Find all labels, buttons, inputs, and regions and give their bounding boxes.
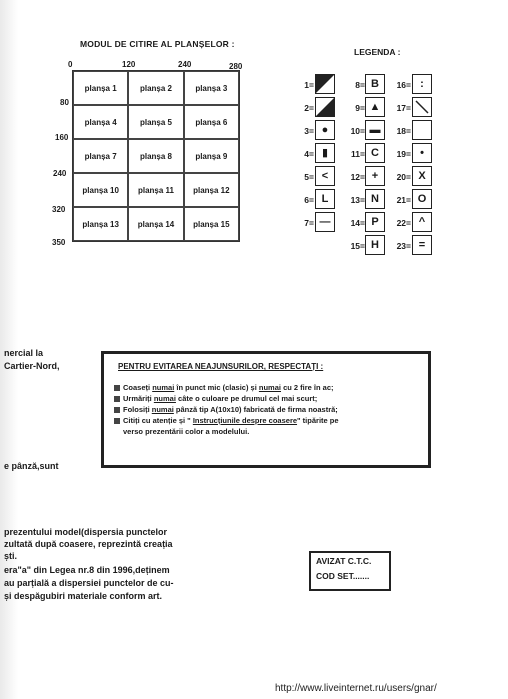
plate-cell: planșa 14	[128, 207, 183, 241]
plate-cell: planșa 13	[73, 207, 128, 241]
diagonal-line-icon	[412, 97, 432, 117]
legend-number: 2=	[304, 103, 314, 113]
legend-number: 22=	[396, 218, 411, 228]
thick-dash-icon: ▬	[365, 120, 385, 140]
text-fragment: prezentului model(dispersia punctelor	[4, 527, 168, 537]
letter-icon: N	[365, 189, 385, 209]
bullet-icon	[114, 418, 120, 424]
bullet-icon	[114, 396, 120, 402]
letter-icon: C	[365, 143, 385, 163]
text-fragment: au parțială a dispersiei punctelor de cu-	[4, 578, 174, 588]
x-tick-120: 120	[122, 60, 136, 69]
legend-number: 7=	[304, 218, 314, 228]
plate-cell: planșa 7	[73, 139, 128, 173]
dash-icon: —	[315, 212, 335, 232]
legend-number: 11=	[351, 149, 365, 159]
code-set-line: COD SET.......	[316, 571, 370, 581]
watermark-url: http://www.liveinternet.ru/users/gnar/	[275, 683, 437, 694]
plate-cell: planșa 12	[184, 173, 239, 207]
legend-number: 9=	[355, 103, 365, 113]
colon-icon: :	[412, 74, 432, 94]
vertical-bar-icon: ▮	[315, 143, 335, 163]
x-tick-280: 280	[229, 62, 243, 71]
plate-cell: planșa 10	[73, 173, 128, 207]
legend-number: 21=	[396, 195, 411, 205]
empty-icon	[412, 120, 432, 140]
plate-cell: planșa 15	[184, 207, 239, 241]
letter-icon: B	[365, 74, 385, 94]
y-tick-240: 240	[53, 169, 67, 178]
y-tick-80: 80	[60, 98, 69, 107]
dot-icon: ●	[315, 120, 335, 140]
legend-number: 5=	[304, 172, 314, 182]
plate-cell: planșa 2	[128, 71, 183, 105]
notice-box	[101, 351, 431, 468]
legend-number: 20=	[396, 172, 411, 182]
legend-number: 18=	[396, 126, 411, 136]
diagonal-half-icon	[315, 97, 335, 117]
text-fragment: e pânză,sunt	[4, 461, 59, 471]
legend-number: 1=	[304, 80, 314, 90]
approval-line: AVIZAT C.T.C.	[316, 556, 372, 566]
legend-number: 8=	[355, 80, 365, 90]
notice-line: verso prezentării color a modelului.	[123, 427, 250, 436]
legend-number: 17=	[396, 103, 411, 113]
equals-icon: =	[412, 235, 432, 255]
text-fragment: nercial la	[4, 348, 44, 358]
legend-title: LEGENDA :	[354, 47, 401, 57]
legend-number: 10=	[350, 126, 365, 136]
legend-number: 14=	[350, 218, 365, 228]
letter-icon: X	[412, 166, 432, 186]
triangle-icon: ▲	[365, 97, 385, 117]
plate-cell: planșa 8	[128, 139, 183, 173]
legend-number: 3=	[304, 126, 314, 136]
text-fragment: zultată după coasere, reprezintă creația	[4, 539, 173, 549]
legend-number: 12=	[350, 172, 365, 182]
legend-number: 6=	[304, 195, 314, 205]
plate-cell: planșa 5	[128, 105, 183, 139]
letter-icon: O	[412, 189, 432, 209]
x-tick-0: 0	[68, 60, 73, 69]
legend-number: 15=	[350, 241, 365, 251]
letter-icon: P	[365, 212, 385, 232]
plate-grid	[72, 70, 240, 242]
plate-cell: planșa 11	[128, 173, 183, 207]
diagonal-half-icon	[315, 74, 335, 94]
legend-number: 4=	[304, 149, 314, 159]
text-fragment: ști.	[4, 551, 18, 561]
plate-cell: planșa 6	[184, 105, 239, 139]
letter-icon: H	[365, 235, 385, 255]
bullet-icon	[114, 407, 120, 413]
legend-number: 16=	[396, 80, 411, 90]
y-tick-320: 320	[52, 205, 66, 214]
legend-number: 23=	[396, 241, 411, 251]
letter-icon: L	[315, 189, 335, 209]
less-than-icon: <	[315, 166, 335, 186]
legend-number: 19=	[396, 149, 411, 159]
legend-number: 13=	[350, 195, 365, 205]
plate-cell: planșa 3	[184, 71, 239, 105]
plate-cell: planșa 9	[184, 139, 239, 173]
notice-line: Citiți cu atenție și " Instrucțiunile despre coasere" tipărite pe	[114, 416, 418, 425]
y-tick-160: 160	[55, 133, 69, 142]
notice-line: Folosiți numai pânză tip A(10x10) fabricată de firma noastră;	[114, 405, 418, 414]
caret-icon: ^	[412, 212, 432, 232]
x-tick-240: 240	[178, 60, 192, 69]
plate-cell: planșa 4	[73, 105, 128, 139]
plus-icon: +	[365, 166, 385, 186]
notice-line: Coaseți numai în punct mic (clasic) și numai cu 2 fire în ac;	[114, 383, 418, 392]
grid-title: MODUL DE CITIRE AL PLANȘELOR :	[80, 39, 235, 49]
notice-title: PENTRU EVITAREA NEAJUNSURILOR, RESPECTAȚI :	[118, 362, 324, 371]
text-fragment: Cartier-Nord,	[4, 361, 60, 371]
bullet-icon	[114, 385, 120, 391]
notice-line: Urmăriți numai câte o culoare pe drumul cel mai scurt;	[114, 394, 418, 403]
text-fragment: și despăgubiri materiale conform art.	[4, 591, 163, 601]
y-tick-350: 350	[52, 238, 66, 247]
plate-cell: planșa 1	[73, 71, 128, 105]
small-dot-icon: •	[412, 143, 432, 163]
text-fragment: era"a" din Legea nr.8 din 1996,deținem	[4, 565, 170, 575]
approval-box	[309, 551, 391, 591]
